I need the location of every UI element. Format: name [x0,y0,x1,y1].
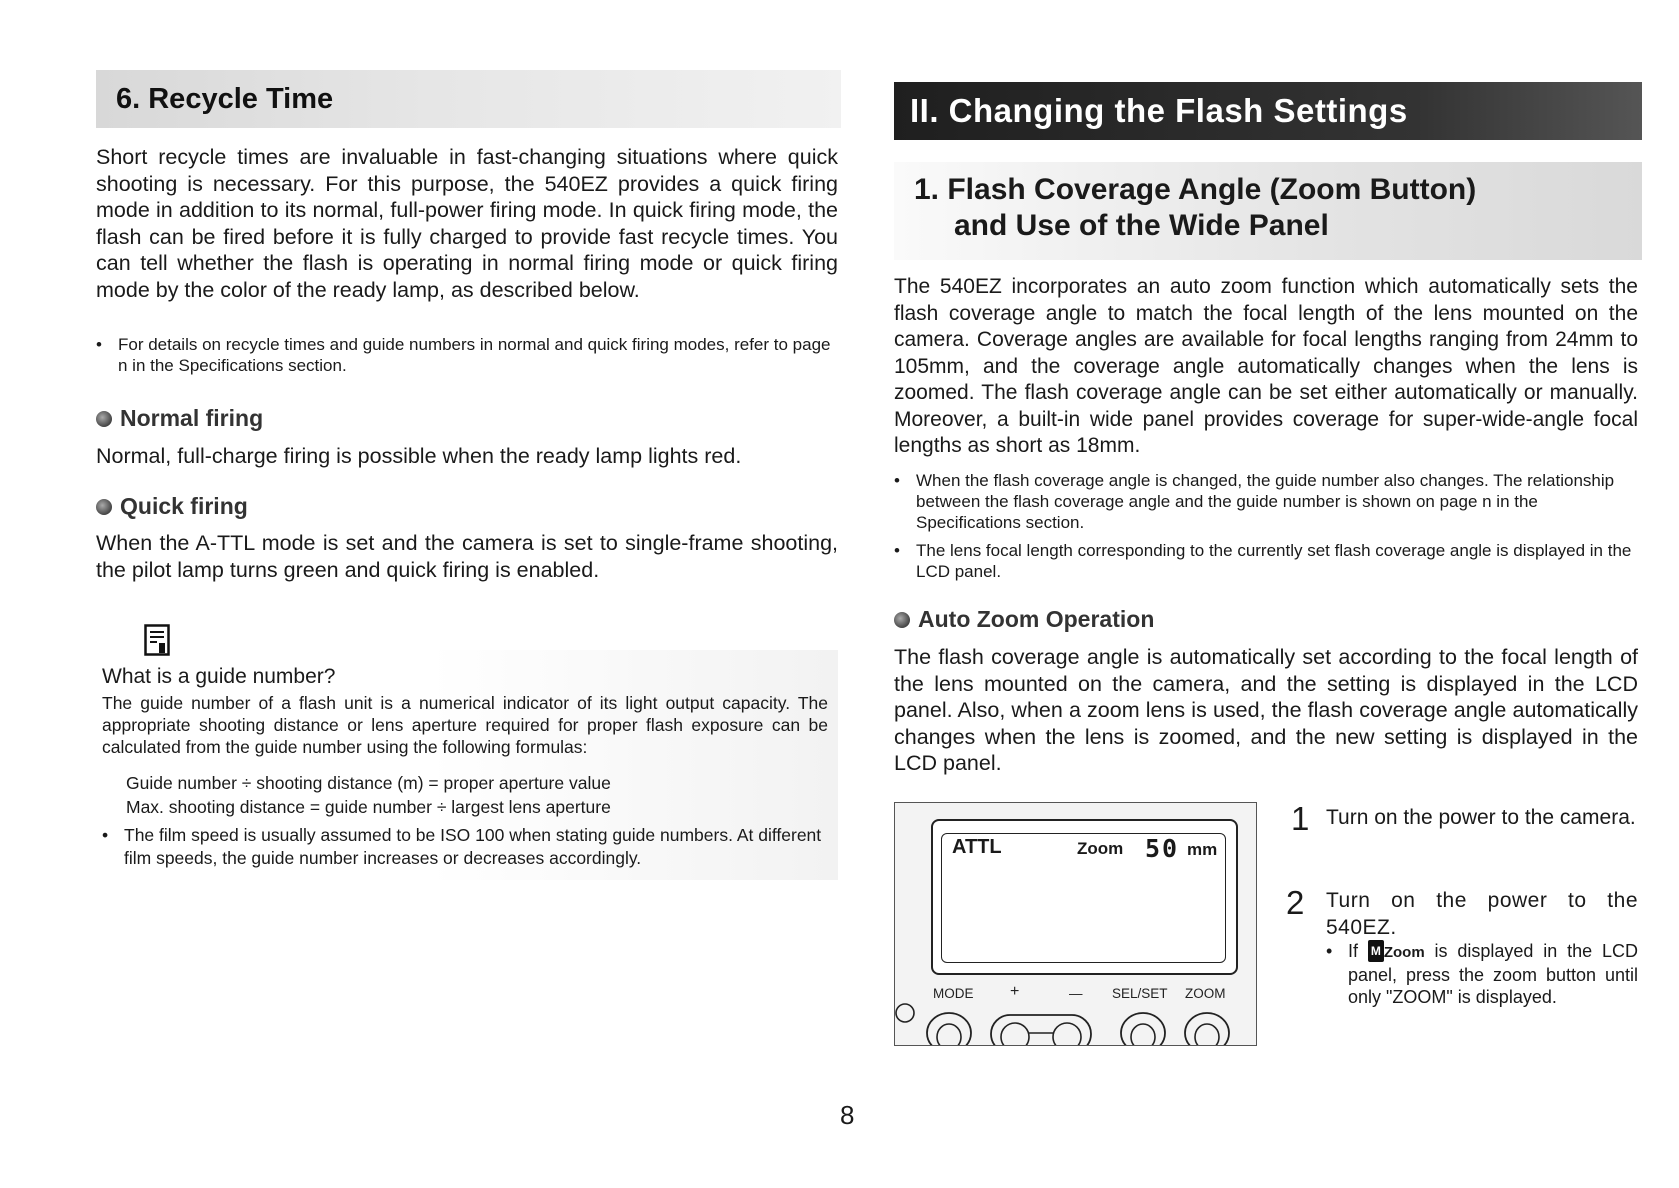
bullet-icon: • [96,335,102,354]
coverage-note-2-text: The lens focal length corresponding to the currently set flash coverage angle is displayed in the LCD panel. [916,541,1632,581]
coverage-intro: The 540EZ incorporates an auto zoom function which automatically sets the flash coverage angle to match the focal length of the lens mounted on the camera. Coverage angles are available for focal lengths ranging from 24mm to 105mm, and the coverage angle automatically changes when the lens is zoomed. The flash coverage angle can be set either automatically or manually. Moreover, a built-in wide panel provides coverage for super-wide-angle focal lengths as short as 18mm. [894,275,1638,457]
recycle-note-text: For details on recycle times and guide numbers in normal and quick firing modes, refer to page n in the Specifications section. [118,335,831,375]
bullet-icon: • [1326,941,1333,961]
quick-firing-label: Quick firing [120,493,248,519]
step-1-text: Turn on the power to the camera. [1326,806,1636,829]
guide-text: The guide number of a flash unit is a numerical indicator of its light output capacity. The appropriate shooting distance or lens aperture required for proper flash exposure can be calculated from the guide number using the following formulas: [102,693,828,757]
mode-button-icon [927,1013,971,1045]
recycle-intro: Short recycle times are invaluable in fast-changing situations where quick shooting is necessary. For this purpose, the 540EZ provides a quick firing mode in addition to its normal, full-power firing mode. In quick firing mode, the flash can be fired before it is fully charged to provide fast recycle times. You can tell whether the flash is operating in normal firing mode or quick firing mode by the color of the ready lamp, as described below. [96,145,838,302]
power-dial-icon [896,1004,914,1022]
step-2-number: 2 [1286,884,1305,921]
step-2-note-post: is displayed in the LCD panel, press the zoom button until only "ZOOM" is displayed. [1348,941,1638,1007]
auto-zoom-heading [894,606,1154,633]
bullet-circle-icon [96,411,112,427]
minus-button-label: — [1069,986,1083,1001]
quick-firing-text: When the A-TTL mode is set and the camera is set to single-frame shooting, the pilot lamp turns green and quick firing is enabled. [96,531,838,582]
step-2-note-zoom: Zoom [1383,944,1425,961]
auto-zoom-text: The flash coverage angle is automatically set according to the focal length of the lens mounted on the camera, and the setting is displayed in the LCD panel. Also, when a zoom lens is used, the flash coverage angle automatically changes when the lens is zoomed, and the new setting is displayed in the LCD panel. [894,645,1638,775]
lcd-mode-text: ATTL [952,836,1002,858]
mode-button-label: MODE [933,986,974,1001]
step-2-text: Turn on the power to the 540EZ. [1326,889,1638,939]
lcd-zoom-value: 50 [1145,834,1180,863]
selset-button-icon [1121,1013,1165,1045]
zoom-button-label: ZOOM [1185,986,1226,1001]
step-2-note-pre: If [1348,941,1359,961]
bullet-icon: • [894,471,900,490]
recycle-note [96,334,838,376]
plus-minus-button-icon [991,1015,1091,1045]
step-2-note [1326,940,1638,1008]
coverage-note-1 [894,470,1638,533]
guide-note-text: The film speed is usually assumed to be ISO 100 when stating guide numbers. At different film speeds, the guide number increases or decreases accordingly. [124,825,822,868]
normal-firing-heading [96,405,263,432]
manual-m-icon: M [1368,940,1384,962]
section-title-recycle-time: 6. Recycle Time [96,70,841,128]
bullet-icon: • [102,825,109,845]
auto-zoom-label: Auto Zoom Operation [918,606,1155,632]
memo-icon [144,624,170,656]
chapter-banner: II. Changing the Flash Settings [894,82,1642,140]
section-title-flash-coverage [894,162,1642,260]
section-title-line-1: 1. Flash Coverage Angle (Zoom Button) [914,173,1477,206]
section-title-line-2: and Use of the Wide Panel [954,209,1329,242]
lcd-buttons-graphic [895,999,1255,1045]
selset-button-label: SEL/SET [1112,986,1168,1001]
formula-2: Max. shooting distance = guide number ÷ largest lens aperture [126,797,611,817]
step-2-note-text [1348,940,1638,1008]
guide-note [102,824,828,870]
plus-button-label: + [1010,983,1020,1000]
normal-firing-label: Normal firing [120,405,264,431]
guide-question: What is a guide number? [102,665,336,688]
lcd-screen-inner [941,833,1226,963]
coverage-note-2 [894,540,1638,582]
zoom-button-icon [1185,1013,1229,1045]
step-1-number: 1 [1291,800,1310,837]
normal-firing-text: Normal, full-charge firing is possible when the ready lamp lights red. [96,444,742,468]
coverage-note-1-text: When the flash coverage angle is changed, the guide number also changes. The relationship between the flash coverage angle and the guide number is shown on page n in the Specifications section. [916,471,1615,532]
bullet-circle-icon [894,612,910,628]
lcd-panel-illustration [894,802,1257,1046]
formula-1: Guide number ÷ shooting distance (m) = proper aperture value [126,773,611,793]
lcd-screen [931,819,1238,975]
page-number: 8 [840,1100,855,1130]
bullet-circle-icon [96,499,112,515]
bullet-icon: • [894,541,900,560]
lcd-zoom-label: Zoom [1077,839,1124,858]
quick-firing-heading [96,493,248,520]
lcd-zoom-unit: mm [1187,840,1218,859]
